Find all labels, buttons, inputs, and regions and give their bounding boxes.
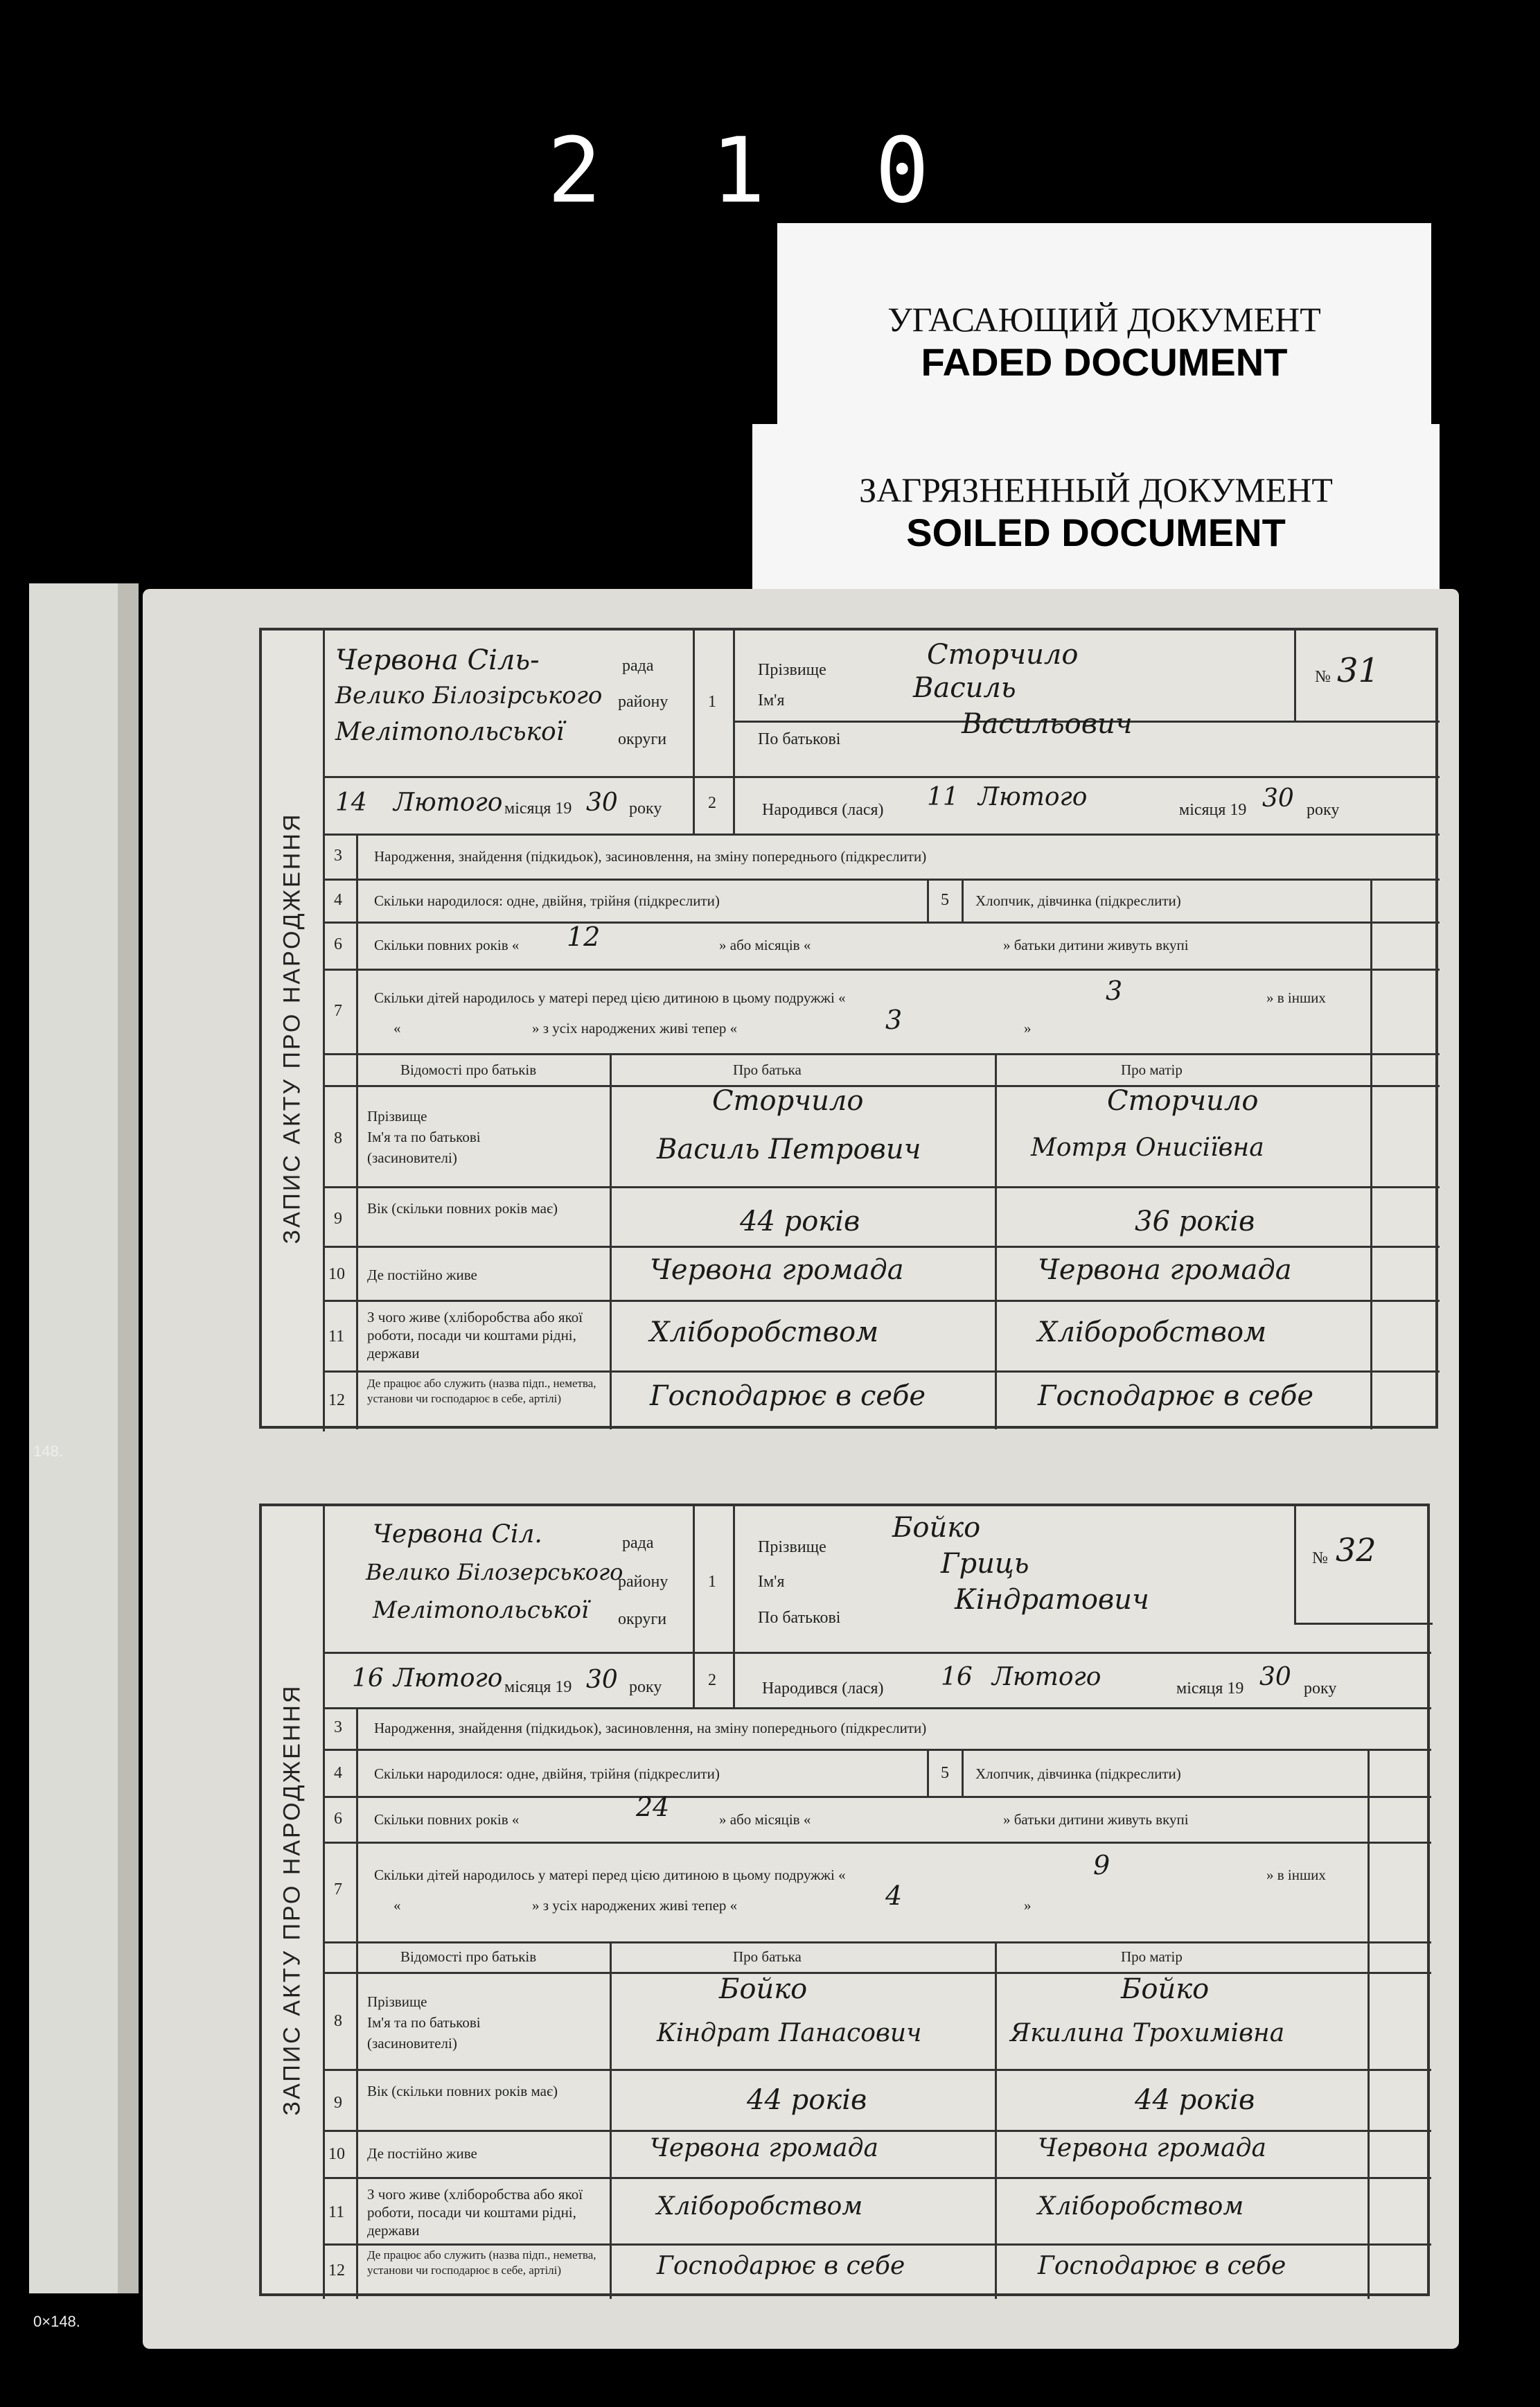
record-side-title: ЗАПИС АКТУ ПРО НАРОДЖЕННЯ — [262, 1506, 325, 2293]
name-label: Ім'я — [758, 1573, 785, 1591]
raion-label: району — [618, 693, 669, 711]
row7-text-b: » в інших — [1266, 989, 1326, 1006]
number-label: № — [1312, 1549, 1328, 1567]
birth-day: 11 — [927, 783, 959, 811]
okrug-value: Мелітопольської — [373, 1596, 589, 1624]
mother-surname: Сторчило — [1107, 1085, 1259, 1117]
parents-info-header: Відомості про батьків — [400, 1061, 537, 1078]
left-page-code-bottom: 0×148. — [33, 2313, 80, 2330]
row7-text-d: » з усіх народжених живі тепер « — [532, 1020, 738, 1037]
mother-residence: Червона громада — [1038, 2134, 1266, 2162]
father-work: Господарює в себе — [650, 1380, 926, 1412]
soiled-stamp-ru: ЗАГРЯЗНЕННЫЙ ДОКУМЕНТ — [859, 470, 1333, 509]
row7-text-c: « — [393, 1020, 401, 1037]
row6-text-b: » або місяців « — [719, 937, 811, 953]
father-residence: Червона громада — [650, 2134, 878, 2162]
row6-text-c: » батьки дитини живуть вкупі — [1003, 937, 1189, 953]
registration-month: Лютого — [393, 1664, 503, 1693]
years-together: 24 — [636, 1792, 670, 1822]
left-page-strip — [29, 583, 118, 2293]
row4-text: Скільки народилося: одне, двійня, трійня (підкреслити) — [374, 1765, 720, 1782]
about-father-header: Про батька — [733, 1948, 802, 1965]
about-father-header: Про батька — [733, 1061, 802, 1078]
birth-roku-label: року — [1307, 801, 1340, 819]
children-before: 3 — [1106, 976, 1123, 1006]
registration-year: 30 — [586, 1666, 618, 1694]
row7-text-d: » з усіх народжених живі тепер « — [532, 1897, 738, 1914]
row7-text-c: « — [393, 1897, 401, 1914]
birth-year: 30 — [1262, 784, 1294, 813]
okrug-value: Мелітопольської — [335, 718, 565, 746]
birth-record-32: ЗАПИС АКТУ ПРО НАРОДЖЕННЯ Червона Сіл. рада Велико Білозерського району Мелітопольської округи 16 Лютого місяця 19 30 року 1 2 Прізвище Бойко Ім'я Гриць По батькові Кіндратович № 32 Народився (лася) 16 Лютого місяця 19 30 року 3 Народження, знайдення (підкидьок), засиновлення, на зміну попереднього (підкреслити) 4 Скільки народилося: одне, двійня, трійня (підкреслити) 5 Хлопчик, дівчинка (підкреслити) 6 Скільки повних років « 24 » або місяців « » батьки дитини живуть вкупі 7 Скільки дітей народилось у матері перед цією дитиною в цьому подружжі « 9 » в інших « » з усіх народжених живі тепер « 4 » Відомості про батьків Про батька Про матір 8 Прізвище Ім'я та по батькові (засиновителі) Бойко Кіндрат Панасович Бойко Якилина Трохимівна 9 Вік (скільки повних років має) 44 років 44 років 10 Де постійно живе Червона громада Червона громада 11 З чого живе (хліборобства або якої роботи, посади чи коштами рідні, держави Хліборобством Хліборобством 12 Де працює або служить (назва підп., неметва, установи чи господарює в себе, артілі) Господарює в себе Господарює в себе — [259, 1504, 1430, 2296]
surname-label: Прізвище — [758, 1538, 826, 1556]
mother-residence: Червона громада — [1038, 1254, 1292, 1286]
faded-stamp-ru: УГАСАЮЩИЙ ДОКУМЕНТ — [887, 300, 1321, 339]
patronymic-label: По батькові — [758, 730, 841, 748]
row11-label: З чого живе (хліборобства або якої роботи, посади чи коштами рідні, держави — [367, 2186, 583, 2239]
birth-month: Лютого — [978, 783, 1088, 811]
faded-document-stamp — [777, 223, 1431, 424]
reg-roku-label: року — [629, 800, 662, 818]
row8-label: Прізвище Ім'я та по батькові (засиновителі) — [367, 1993, 481, 2052]
left-page-code-top: 148. — [33, 1443, 63, 1460]
registration-month: Лютого — [393, 788, 503, 817]
birth-month-year-label: місяця 19 — [1179, 801, 1247, 819]
rada-label: рада — [622, 1534, 654, 1552]
child-name: Василь — [913, 672, 1016, 704]
row10-label: Де постійно живе — [367, 1267, 477, 1283]
row3-text: Народження, знайдення (підкидьок), засиновлення, на зміну попереднього (підкреслити) — [374, 848, 927, 865]
child-patronymic: Кіндратович — [955, 1584, 1149, 1616]
father-surname: Бойко — [719, 1973, 808, 2005]
page-number: 2 1 0 — [547, 118, 957, 223]
faded-stamp-en: FADED DOCUMENT — [921, 340, 1288, 384]
about-mother-header: Про матір — [1121, 1948, 1183, 1965]
years-together: 12 — [567, 922, 601, 952]
child-patronymic: Васильович — [962, 708, 1133, 740]
record-number: 32 — [1336, 1531, 1377, 1569]
row7-text-e: » — [1024, 1020, 1032, 1037]
mother-living: Хліборобством — [1038, 2192, 1244, 2221]
raion-value: Велико Білозерського — [366, 1559, 623, 1585]
rada-value: Червона Сіл. — [373, 1520, 542, 1549]
rada-value: Червона Сіль- — [335, 644, 540, 676]
row4-text: Скільки народилося: одне, двійня, трійня (підкреслити) — [374, 892, 720, 909]
born-label: Народився (лася) — [762, 1679, 884, 1698]
child-surname: Сторчило — [927, 639, 1079, 671]
mother-name: Мотря Онисіївна — [1031, 1134, 1264, 1162]
okrug-label: округи — [618, 1610, 667, 1628]
number-label: № — [1315, 668, 1331, 686]
birth-month: Лютого — [992, 1663, 1101, 1691]
raion-value: Велико Білозірського — [335, 682, 603, 709]
children-alive: 4 — [885, 1880, 903, 1911]
raion-label: району — [618, 1573, 669, 1591]
row7-text-a: Скільки дітей народилось у матері перед цією дитиною в цьому подружжі « — [374, 989, 846, 1006]
mother-living: Хліборобством — [1038, 1316, 1267, 1348]
registration-year: 30 — [586, 788, 618, 817]
mother-age: 36 років — [1135, 1206, 1255, 1237]
name-label: Ім'я — [758, 691, 785, 709]
record-side-title: ЗАПИС АКТУ ПРО НАРОДЖЕННЯ — [262, 631, 325, 1426]
surname-label: Прізвище — [758, 661, 826, 679]
row6-text-b: » або місяців « — [719, 1811, 811, 1828]
row7-text-b: » в інших — [1266, 1867, 1326, 1883]
patronymic-label: По батькові — [758, 1609, 841, 1627]
record-number: 31 — [1337, 651, 1380, 690]
row7-text-a: Скільки дітей народилось у матері перед цією дитиною в цьому подружжі « — [374, 1867, 846, 1883]
father-living: Хліборобством — [650, 1316, 879, 1348]
father-name: Кіндрат Панасович — [657, 2019, 922, 2047]
mother-work: Господарює в себе — [1038, 2252, 1286, 2280]
registration-day: 16 — [352, 1664, 384, 1693]
row10-label: Де постійно живе — [367, 2145, 477, 2162]
child-name: Гриць — [941, 1548, 1029, 1580]
row6-text-c: » батьки дитини живуть вкупі — [1003, 1811, 1189, 1828]
row8-label: Прізвище Ім'я та по батькові (засиновителі) — [367, 1108, 481, 1166]
born-label: Народився (лася) — [762, 801, 884, 819]
father-age: 44 років — [747, 2084, 867, 2116]
rada-label: рада — [622, 657, 654, 675]
okrug-label: округи — [618, 730, 667, 748]
father-surname: Сторчило — [712, 1085, 864, 1117]
reg-month-year-label: місяця 19 — [504, 800, 572, 818]
children-before: 9 — [1093, 1850, 1110, 1880]
mother-age: 44 років — [1135, 2084, 1255, 2116]
father-work: Господарює в себе — [657, 2252, 905, 2280]
row11-label: З чого живе (хліборобства або якої роботи, посади чи коштами рідні, держави — [367, 1309, 583, 1361]
father-residence: Червона громада — [650, 1254, 904, 1286]
row12-label: Де працює або служить (назва підп., неметва, установи чи господарює в себе, артілі) — [367, 2248, 596, 2277]
birth-day: 16 — [941, 1663, 973, 1691]
reg-month-year-label: місяця 19 — [504, 1678, 572, 1696]
parents-info-header: Відомості про батьків — [400, 1948, 537, 1965]
birth-month-year-label: місяця 19 — [1176, 1679, 1244, 1698]
father-living: Хліборобством — [657, 2192, 863, 2221]
soiled-document-stamp — [752, 424, 1440, 590]
birth-year: 30 — [1259, 1663, 1291, 1691]
father-name: Василь Петрович — [657, 1134, 921, 1165]
row6-text-a: Скільки повних років « — [374, 937, 520, 953]
row9-label: Вік (скільки повних років має) — [367, 1200, 558, 1217]
mother-name: Якилина Трохимівна — [1010, 2019, 1285, 2047]
soiled-stamp-en: SOILED DOCUMENT — [906, 511, 1286, 554]
row5-text: Хлопчик, дівчинка (підкреслити) — [975, 1765, 1181, 1782]
row9-label: Вік (скільки повних років має) — [367, 2083, 558, 2099]
mother-surname: Бойко — [1121, 1973, 1210, 2005]
birth-record-31: ЗАПИС АКТУ ПРО НАРОДЖЕННЯ Червона Сіль- рада Велико Білозірського району Мелітопольської округи 14 Лютого місяця 19 30 року 1 2 Прізвище Сторчило Ім'я Василь По батькові Васильович № 31 Народився (лася) 11 Лютого місяця 19 30 року 3 Народження, знайдення (підкидьок), засиновлення, на зміну попереднього (підкреслити) 4 Скільки народилося: одне, двійня, трійня (підкреслити) 5 Хлопчик, дівчинка (підкреслити) 6 Скільки повних років « 12 » або місяців « » батьки дитини живуть вкупі 7 Скільки дітей народилось у матері перед цією дитиною в цьому подружжі « 3 » в інших « » з усіх народжених живі тепер « 3 » Відомості про батьків Про батька Про матір 8 Прізвище Ім'я та по батькові (засиновителі) Сторчило Василь Петрович Сторчило Мотря Онисіївна 9 Вік (скільки повних років має) 44 років 36 років 10 Де постійно живе Червона громада Червона громада 11 З чого живе (хліборобства або якої роботи, посади чи коштами рідні, держави Хліборобством Хліборобством 12 Де працює або служить (назва підп., неметва, установи чи господарює в себе, артілі) Господарює в себе Господарює в себе — [259, 628, 1438, 1429]
row7-text-e: » — [1024, 1897, 1032, 1914]
row5-text: Хлопчик, дівчинка (підкреслити) — [975, 892, 1181, 909]
birth-roku-label: року — [1304, 1679, 1337, 1698]
mother-work: Господарює в себе — [1038, 1380, 1314, 1412]
children-alive: 3 — [885, 1005, 903, 1035]
book-spine — [118, 583, 139, 2293]
row6-text-a: Скільки повних років « — [374, 1811, 520, 1828]
registration-day: 14 — [335, 788, 367, 817]
child-surname: Бойко — [892, 1512, 981, 1544]
father-age: 44 років — [740, 1206, 860, 1237]
about-mother-header: Про матір — [1121, 1061, 1183, 1078]
row3-text: Народження, знайдення (підкидьок), засиновлення, на зміну попереднього (підкреслити) — [374, 1720, 927, 1736]
reg-roku-label: року — [629, 1678, 662, 1696]
row12-label: Де працює або служить (назва підп., неметва, установи чи господарює в себе, артілі) — [367, 1377, 596, 1405]
